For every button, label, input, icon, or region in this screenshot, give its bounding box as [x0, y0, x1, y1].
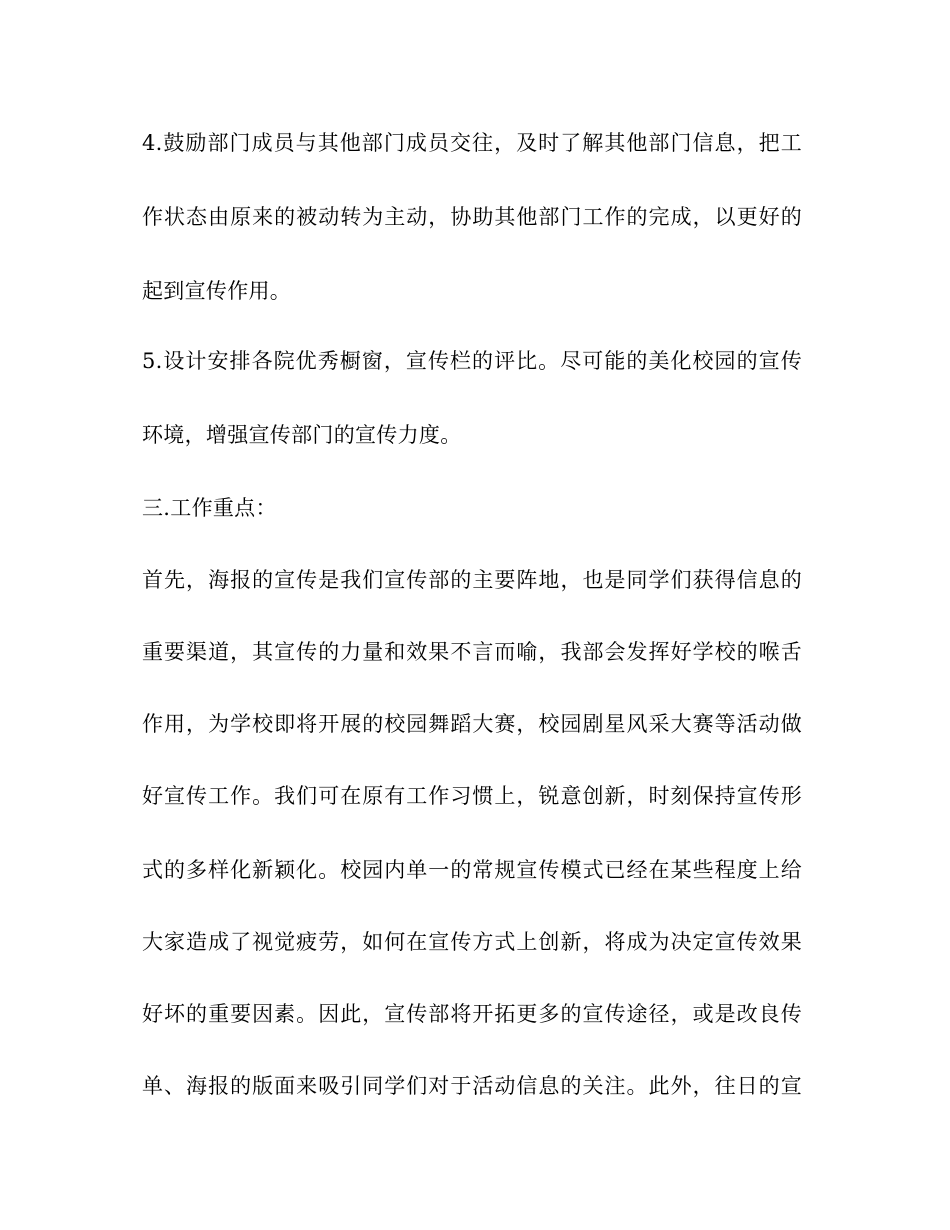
body-line-8: 单、海报的版面来吸引同学们对于活动信息的关注。此外，往日的宣: [142, 1074, 802, 1098]
body-line-3: 作用，为学校即将开展的校园舞蹈大赛，校园剧星风采大赛等活动做: [142, 712, 802, 736]
paragraph-4-line-2: 作状态由原来的被动转为主动，协助其他部门工作的完成，以更好的: [142, 205, 802, 229]
paragraph-4-line-1: 4.鼓励部门成员与其他部门成员交往，及时了解其他部门信息，把工: [142, 131, 802, 155]
body-line-5: 式的多样化新颖化。校园内单一的常规宣传模式已经在某些程度上给: [142, 858, 802, 882]
paragraph-5-line-2: 环境，增强宣传部门的宣传力度。: [142, 423, 462, 447]
section-heading: 三.工作重点：: [142, 496, 277, 520]
body-line-7: 好坏的重要因素。因此，宣传部将开拓更多的宣传途径，或是改良传: [142, 1002, 802, 1026]
body-line-4: 好宣传工作。我们可在原有工作习惯上，锐意创新，时刻保持宣传形: [142, 784, 802, 808]
body-line-2: 重要渠道，其宣传的力量和效果不言而喻，我部会发挥好学校的喉舌: [142, 640, 802, 664]
paragraph-4-line-3: 起到宣传作用。: [142, 279, 292, 303]
paragraph-5-line-1: 5.设计安排各院优秀橱窗，宣传栏的评比。尽可能的美化校园的宣传: [142, 349, 802, 373]
body-line-1: 首先，海报的宣传是我们宣传部的主要阵地，也是同学们获得信息的: [142, 568, 802, 592]
body-line-6: 大家造成了视觉疲劳，如何在宣传方式上创新，将成为决定宣传效果: [142, 930, 802, 954]
